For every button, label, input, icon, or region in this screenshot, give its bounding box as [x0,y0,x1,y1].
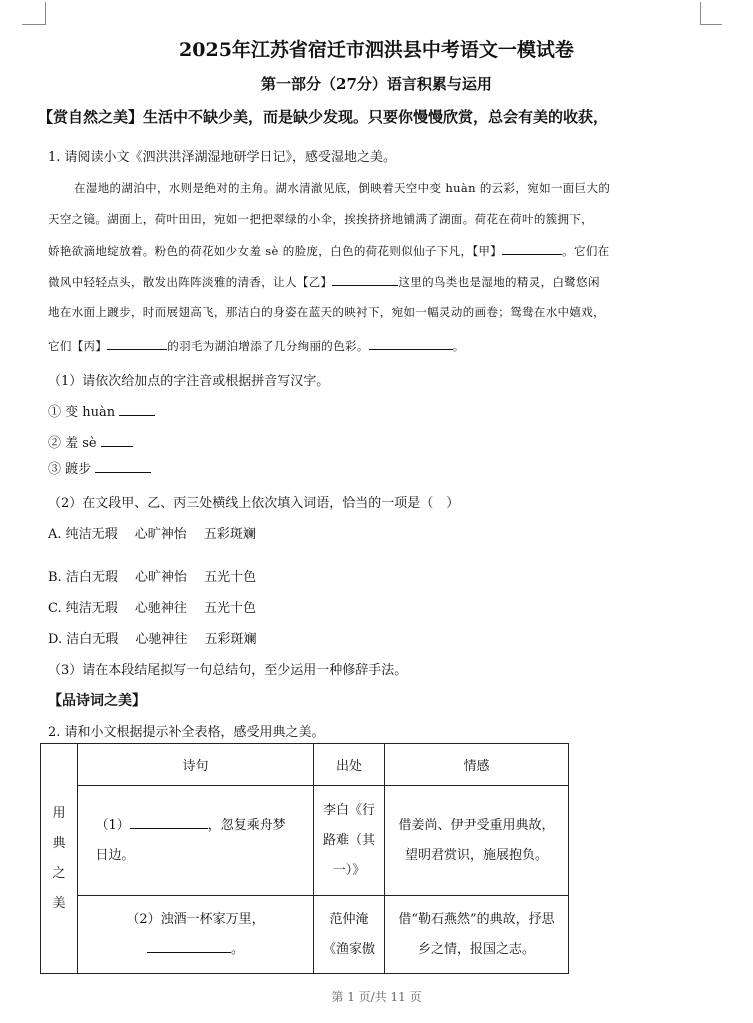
answer-blank-yi[interactable] [332,273,398,286]
option-b[interactable]: B. 洁白无瑕 心旷神怡 五光十色 [48,570,257,585]
passage-line: 娇艳欲滴地绽放着。粉色的荷花如少女羞 sè 的脸庞，白色的荷花则似仙子下凡，【甲】 。它们在 [48,244,610,258]
page-footer: 第 1 页/共 11 页 [331,990,422,1004]
answer-item: ② 羞 sè [48,432,133,451]
sub-question-1: （1）请依次给加点的字注音或根据拼音写汉字。 [48,374,330,389]
verse-cell: （1） ，忽复乘舟梦日边。 [78,786,314,896]
crop-mark [22,24,46,25]
answer-item: ① 变 huàn [48,401,155,420]
passage-line: 天空之镜。湖面上，荷叶田田，宛如一把把翠绿的小伞，挨挨挤挤地铺满了湖面。荷花在荷叶的簇拥下， [48,212,594,226]
answer-blank[interactable] [95,460,151,473]
passage-line: 在湿地的湖泊中，水则是绝对的主角。湖水清澈见底，倒映着天空中变 huàn 的云彩，宛如一面巨大的 [74,181,611,195]
answer-blank-jia[interactable] [502,242,562,255]
crop-mark [700,24,722,25]
passage-line: 微风中轻轻点头，散发出阵阵淡雅的清香，让人【乙】 这里的鸟类也是湿地的精灵，白鹭悠闲 [48,275,600,289]
header-emotion: 情感 [385,744,569,786]
section-banner: 【赏自然之美】生活中不缺少美，而是缺少发现。只要你慢慢欣赏，总会有美的收获， [38,108,609,126]
source-cell: 范仲淹《渔家傲 [314,896,385,974]
option-a[interactable]: A. 纯洁无瑕 心旷神怡 五彩斑斓 [48,527,256,542]
sub-question-2: （2）在文段甲、乙、丙三处横线上依次填入词语，恰当的一项是（ ） [48,496,460,511]
side-label: 用 典 之 美 [41,744,78,974]
answer-blank[interactable] [130,816,208,829]
source-cell: 李白《行路难（其一）》 [314,786,385,896]
section-subtitle: 第一部分（27分）语言积累与运用 [261,75,492,93]
passage-line: 地在水面上踱步，时而展翅高飞，那洁白的身姿在蓝天的映衬下，宛如一幅灵动的画卷；鸳鸯在水中嬉戏， [48,305,605,319]
allusion-table [40,743,569,974]
answer-blank-bing[interactable] [107,337,167,350]
page-title: 2025年江苏省宿迁市泗洪县中考语文一模试卷 [179,39,574,61]
header-source: 出处 [314,744,385,786]
section-heading: 【品诗词之美】 [48,693,146,709]
answer-blank[interactable] [119,403,155,416]
answer-blank[interactable] [147,940,231,953]
header-verse: 诗句 [78,744,314,786]
crop-mark [45,2,46,24]
answer-blank[interactable] [101,434,133,447]
sub-question-3: （3）请在本段结尾拟写一句总结句，至少运用一种修辞手法。 [48,663,408,678]
option-d[interactable]: D. 洁白无瑕 心驰神往 五彩斑斓 [48,632,257,647]
question-1-prompt: 1. 请阅读小文《泗洪洪泽湖湿地研学日记》，感受湿地之美。 [48,150,397,165]
emotion-cell: 借“勒石燕然”的典故，抒思乡之情，报国之志。 [385,896,569,974]
verse-cell: （2）浊酒一杯家万里， 。 [78,896,314,974]
answer-item: ③ 踱步 [48,458,151,477]
emotion-cell: 借姜尚、伊尹受重用典故，望明君赏识，施展抱负。 [385,786,569,896]
crop-mark [700,2,701,24]
question-2-prompt: 2. 请和小文根据提示补全表格，感受用典之美。 [48,725,325,740]
option-c[interactable]: C. 纯洁无瑕 心驰神往 五光十色 [48,601,257,616]
answer-blank-summary[interactable] [369,337,453,350]
passage-line: 它们【丙】 的羽毛为湖泊增添了几分绚丽的色彩。 。 [48,339,465,353]
